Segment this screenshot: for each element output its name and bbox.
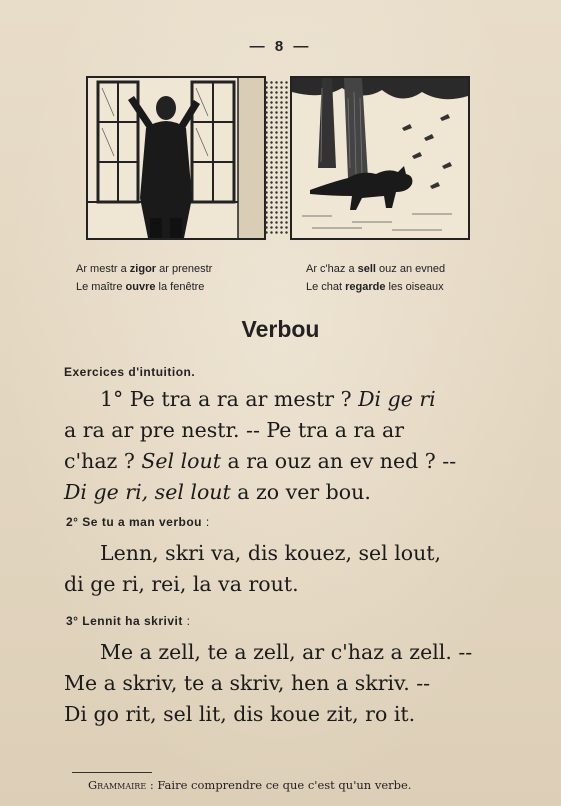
lesson-title: Verbou (241, 316, 320, 342)
exercise-3-text: Me a zell, te a zell, ar c'haz a zell. -- Me a skriv, te a skriv, hen a skriv. -- Di go rit, sel lit, dis koue zit, ro it. (64, 640, 473, 726)
exercise-2-text: Lenn, skri va, dis kouez, sel lout, di ge ri, rei, la va rout. (64, 541, 442, 596)
section-heading-read-write: 3° Lennit ha skrivit : (66, 614, 191, 628)
man-opening-window-illustration (86, 76, 266, 240)
exercise-1-text: 1° Pe tra a ra ar mestr ? Di ge ri a ra ar pre nestr. -- Pe tra a ra ar c'haz ? Sel lout a ra ouz an ev ned ? -- Di ge ri, sel lout a zo ver bou. (64, 387, 457, 504)
caption-right-french: Le chat regarde les oiseaux (306, 281, 444, 293)
section-heading-intuition: Exercices d'intuition. (64, 365, 196, 379)
footnote: Grammaire : Faire comprendre ce que c'est qu'un verbe. (88, 778, 412, 792)
page-number: — 8 — (249, 38, 312, 55)
caption-right (306, 260, 445, 296)
caption-left-french: Le maître ouvre la fenêtre (76, 281, 205, 293)
caption-right-breton: Ar c'haz a sell ouz an evned (306, 263, 446, 275)
caption-left-breton: Ar mestr a zigor ar prenestr (76, 263, 213, 275)
stipple-divider (264, 80, 288, 236)
cat-watching-birds-illustration (290, 76, 470, 240)
caption-left (76, 260, 212, 296)
section-heading-verbs: 2° Se tu a man verbou : (66, 515, 210, 529)
footnote-rule (72, 772, 152, 773)
